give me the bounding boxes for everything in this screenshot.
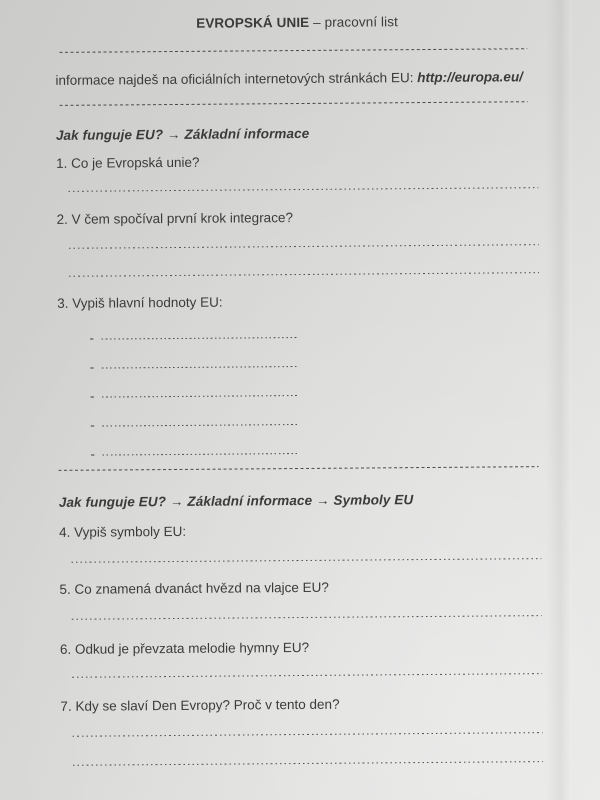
bullet-dash: - [90,417,95,433]
answer-line-q4 [71,557,541,563]
question-4: 4. Vypiš symboly EU: [58,523,187,540]
answer-line-q7-2 [73,760,543,766]
bullet-line-3 [90,384,600,406]
question-6: 6. Odkud je převzata melodie hymny EU? [59,639,310,657]
bullet-line-2 [90,355,600,377]
question-3: 3. Vypiš hlavní hodnoty EU: [57,294,223,311]
bullet-dash: - [89,388,95,404]
bullet-line-1 [89,326,599,348]
bullet-line-5 [90,442,600,464]
question-2: 2. V čem spočíval první krok integrace? [56,210,293,227]
section2-heading: Jak funguje EU? → Základní informace → Symboly EU [58,492,414,510]
page-title [0,12,597,35]
dashed-divider-top [59,48,527,54]
question-7: 7. Kdy se slaví Den Evropy? Proč v tento den? [60,696,340,714]
bullet-answer-line [101,336,297,340]
europa-url: http://europa.eu/ [417,69,523,86]
answer-line-q1 [68,186,538,192]
page-title-main: EVROPSKÁ UNIE [196,14,310,31]
answer-line-q5 [72,614,542,620]
bullet-line-4 [90,413,600,435]
question-5: 5. Co znamená dvanáct hvězd na vlajce EU? [59,579,329,597]
answer-line-q7-1 [73,731,543,737]
page-title-subtitle: – pracovní list [309,14,398,30]
answer-line-q6 [72,672,542,678]
section1-heading: Jak funguje EU? → Základní informace [55,125,310,143]
answer-line-q2-1 [69,243,539,249]
intro-line [55,68,597,90]
intro-text: informace najdeš na oficiálních internetových stránkách EU: [55,70,418,88]
bullet-answer-line [102,452,298,456]
bullet-dash: - [89,330,95,346]
dashed-divider-middle [59,466,539,472]
bullet-answer-line [101,365,297,369]
bullet-dash: - [90,446,95,462]
question-1: 1. Co je Evropská unie? [56,154,200,171]
bullet-answer-line [102,423,298,427]
bullet-dash: - [89,359,95,375]
answer-line-q2-2 [69,271,539,277]
bullet-answer-line [101,394,297,398]
dashed-divider-second [60,101,528,107]
